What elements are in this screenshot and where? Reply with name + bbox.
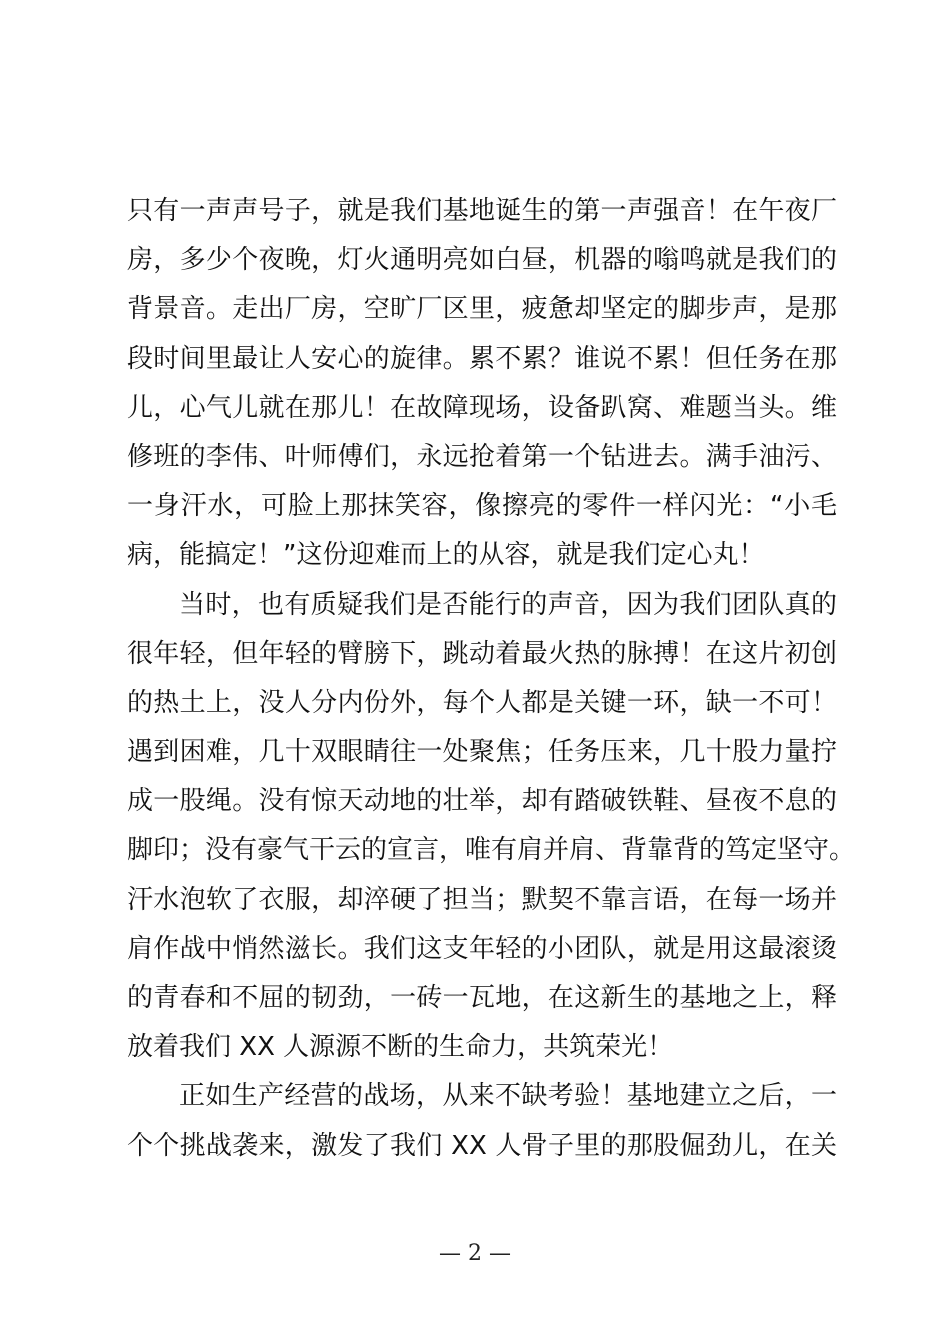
text-line: 个个挑战袭来，激发了我们 XX 人骨子里的那股倔劲儿，在关 xyxy=(127,1130,837,1161)
text-line: 肩作战中悄然滋长。我们这支年轻的小团队，就是用这最滚烫 xyxy=(127,933,837,964)
text-line: 遇到困难，几十双眼睛往一处聚焦；任务压来，几十股力量拧 xyxy=(127,737,837,768)
text-line: 病，能搞定！”这份迎难而上的从容，就是我们定心丸！ xyxy=(127,540,765,571)
text-line: 只有一声声号子，就是我们基地诞生的第一声强音！在午夜厂 xyxy=(127,196,837,226)
page-number: — 2 — xyxy=(439,1241,511,1266)
paragraph-first-line: 当时，也有质疑我们是否能行的声音，因为我们团队真的 xyxy=(179,589,837,620)
body-text xyxy=(127,187,856,1171)
text-line: 成一股绳。没有惊天动地的壮举，却有踏破铁鞋、昼夜不息的 xyxy=(127,786,837,817)
text-line: 修班的李伟、叶师傅们，永远抢着第一个钻进去。满手油污、 xyxy=(127,441,837,472)
text-line: 一身汗水，可脸上那抹笑容，像擦亮的零件一样闪光：“小毛 xyxy=(127,491,837,522)
text-line: 儿，心气儿就在那儿！在故障现场，设备趴窝、难题当头。维 xyxy=(127,392,837,423)
text-line: 房，多少个夜晚，灯火通明亮如白昼，机器的嗡鸣就是我们的 xyxy=(127,245,837,276)
text-line: 背景音。走出厂房，空旷厂区里，疲惫却坚定的脚步声，是那 xyxy=(127,294,837,325)
text-line: 很年轻，但年轻的臂膀下，跳动着最火热的脉搏！在这片初创 xyxy=(127,638,837,669)
text-line: 汗水泡软了衣服，却淬硬了担当；默契不靠言语，在每一场并 xyxy=(127,884,837,915)
text-line: 的热土上，没人分内份外，每个人都是关键一环，缺一不可！ xyxy=(127,687,837,718)
text-line: 放着我们 XX 人源源不断的生命力，共筑荣光！ xyxy=(127,1032,674,1063)
text-line: 脚印；没有豪气干云的宣言，唯有肩并肩、背靠背的笃定坚守。 xyxy=(127,835,856,866)
text-line: 的青春和不屈的韧劲，一砖一瓦地，在这新生的基地之上，释 xyxy=(127,983,837,1013)
paragraph-first-line: 正如生产经营的战场，从来不缺考验！基地建立之后，一 xyxy=(179,1081,837,1112)
text-line: 段时间里最让人安心的旋律。累不累？谁说不累！但任务在那 xyxy=(127,343,837,374)
